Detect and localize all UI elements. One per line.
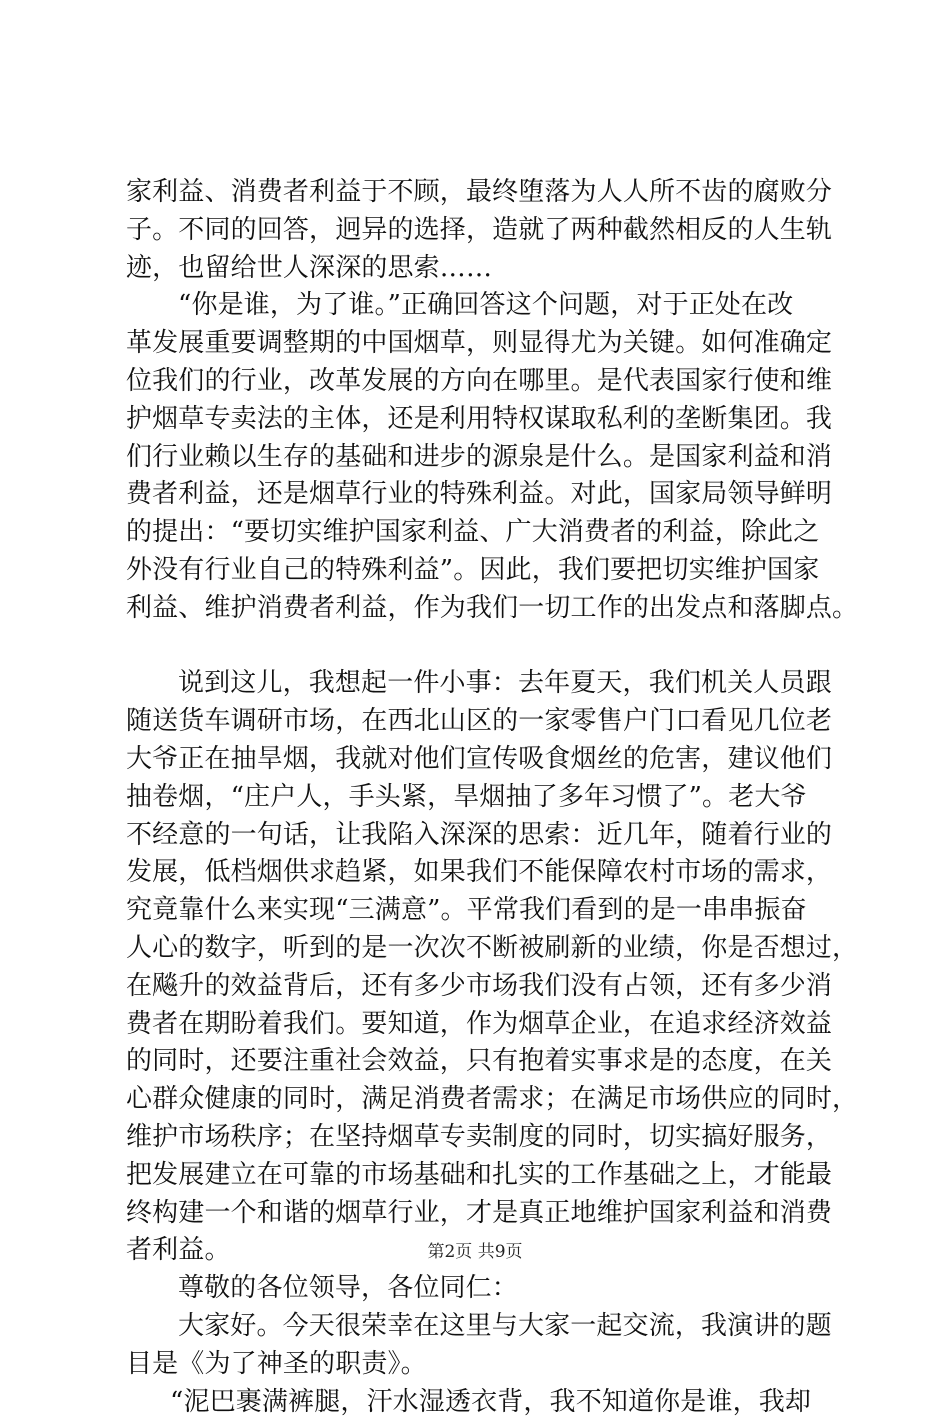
- text-line: 抽卷烟，“庄户人，手头紧，旱烟抽了多年习惯了”。老大爷: [126, 779, 848, 817]
- text-line: 究竟靠什么来实现“三满意”。平常我们看到的是一串串振奋: [126, 892, 848, 930]
- text-line: 维护市场秩序；在坚持烟草专卖制度的同时，切实搞好服务，: [126, 1119, 848, 1157]
- paragraph-first-line: “泥巴裹满裤腿，汗水湿透衣背，我不知道你是谁，我却: [126, 1384, 848, 1421]
- text-line: 位我们的行业，改革发展的方向在哪里。是代表国家行使和维: [126, 363, 848, 401]
- text-line: 的同时，还要注重社会效益，只有抱着实事求是的态度，在关: [126, 1043, 848, 1081]
- text-line: 们行业赖以生存的基础和进步的源泉是什么。是国家利益和消: [126, 439, 848, 477]
- text-line: 发展，低档烟供求趋紧，如果我们不能保障农村市场的需求，: [126, 854, 848, 892]
- paragraph-first-line: 说到这儿，我想起一件小事：去年夏天，我们机关人员跟: [126, 665, 848, 703]
- text-line: 护烟草专卖法的主体，还是利用特权谋取私利的垄断集团。我: [126, 401, 848, 439]
- text-line: 把发展建立在可靠的市场基础和扎实的工作基础之上，才能最: [126, 1157, 848, 1195]
- text-line: 人心的数字，听到的是一次次不断被刷新的业绩，你是否想过，: [126, 930, 848, 968]
- text-line: 不经意的一句话，让我陷入深深的思索：近几年，随着行业的: [126, 817, 848, 855]
- text-line: 随送货车调研市场，在西北山区的一家零售户门口看见几位老: [126, 703, 848, 741]
- page-number-footer: 第2页 共9页: [0, 1240, 950, 1264]
- paragraph-gap: [126, 628, 848, 666]
- text-line: 革发展重要调整期的中国烟草，则显得尤为关键。如何准确定: [126, 325, 848, 363]
- text-line: 迹，也留给世人深深的思索……: [126, 250, 848, 288]
- text-line: 者利益。: [126, 1232, 848, 1270]
- text-line: 的提出：“要切实维护国家利益、广大消费者的利益，除此之: [126, 514, 848, 552]
- text-line: 费者在期盼着我们。要知道，作为烟草企业，在追求经济效益: [126, 1006, 848, 1044]
- salutation-line: 尊敬的各位领导，各位同仁：: [126, 1270, 848, 1308]
- text-line: 心群众健康的同时，满足消费者需求；在满足市场供应的同时，: [126, 1081, 848, 1119]
- paragraph-first-line: 大家好。今天很荣幸在这里与大家一起交流，我演讲的题: [126, 1308, 848, 1346]
- document-body: [126, 174, 848, 1421]
- text-line: 终构建一个和谐的烟草行业，才是真正地维护国家利益和消费: [126, 1195, 848, 1233]
- text-line: 家利益、消费者利益于不顾，最终堕落为人人所不齿的腐败分: [126, 174, 848, 212]
- text-line: 外没有行业自己的特殊利益”。因此，我们要把切实维护国家: [126, 552, 848, 590]
- text-line: 目是《为了神圣的职责》。: [126, 1346, 848, 1384]
- text-line: 大爷正在抽旱烟，我就对他们宣传吸食烟丝的危害，建议他们: [126, 741, 848, 779]
- text-line: 费者利益，还是烟草行业的特殊利益。对此，国家局领导鲜明: [126, 476, 848, 514]
- paragraph-first-line: “你是谁，为了谁。”正确回答这个问题，对于正处在改: [126, 287, 848, 325]
- text-line: 利益、维护消费者利益，作为我们一切工作的出发点和落脚点。: [126, 590, 848, 628]
- text-line: 子。不同的回答，迥异的选择，造就了两种截然相反的人生轨: [126, 212, 848, 250]
- text-line: 在飚升的效益背后，还有多少市场我们没有占领，还有多少消: [126, 968, 848, 1006]
